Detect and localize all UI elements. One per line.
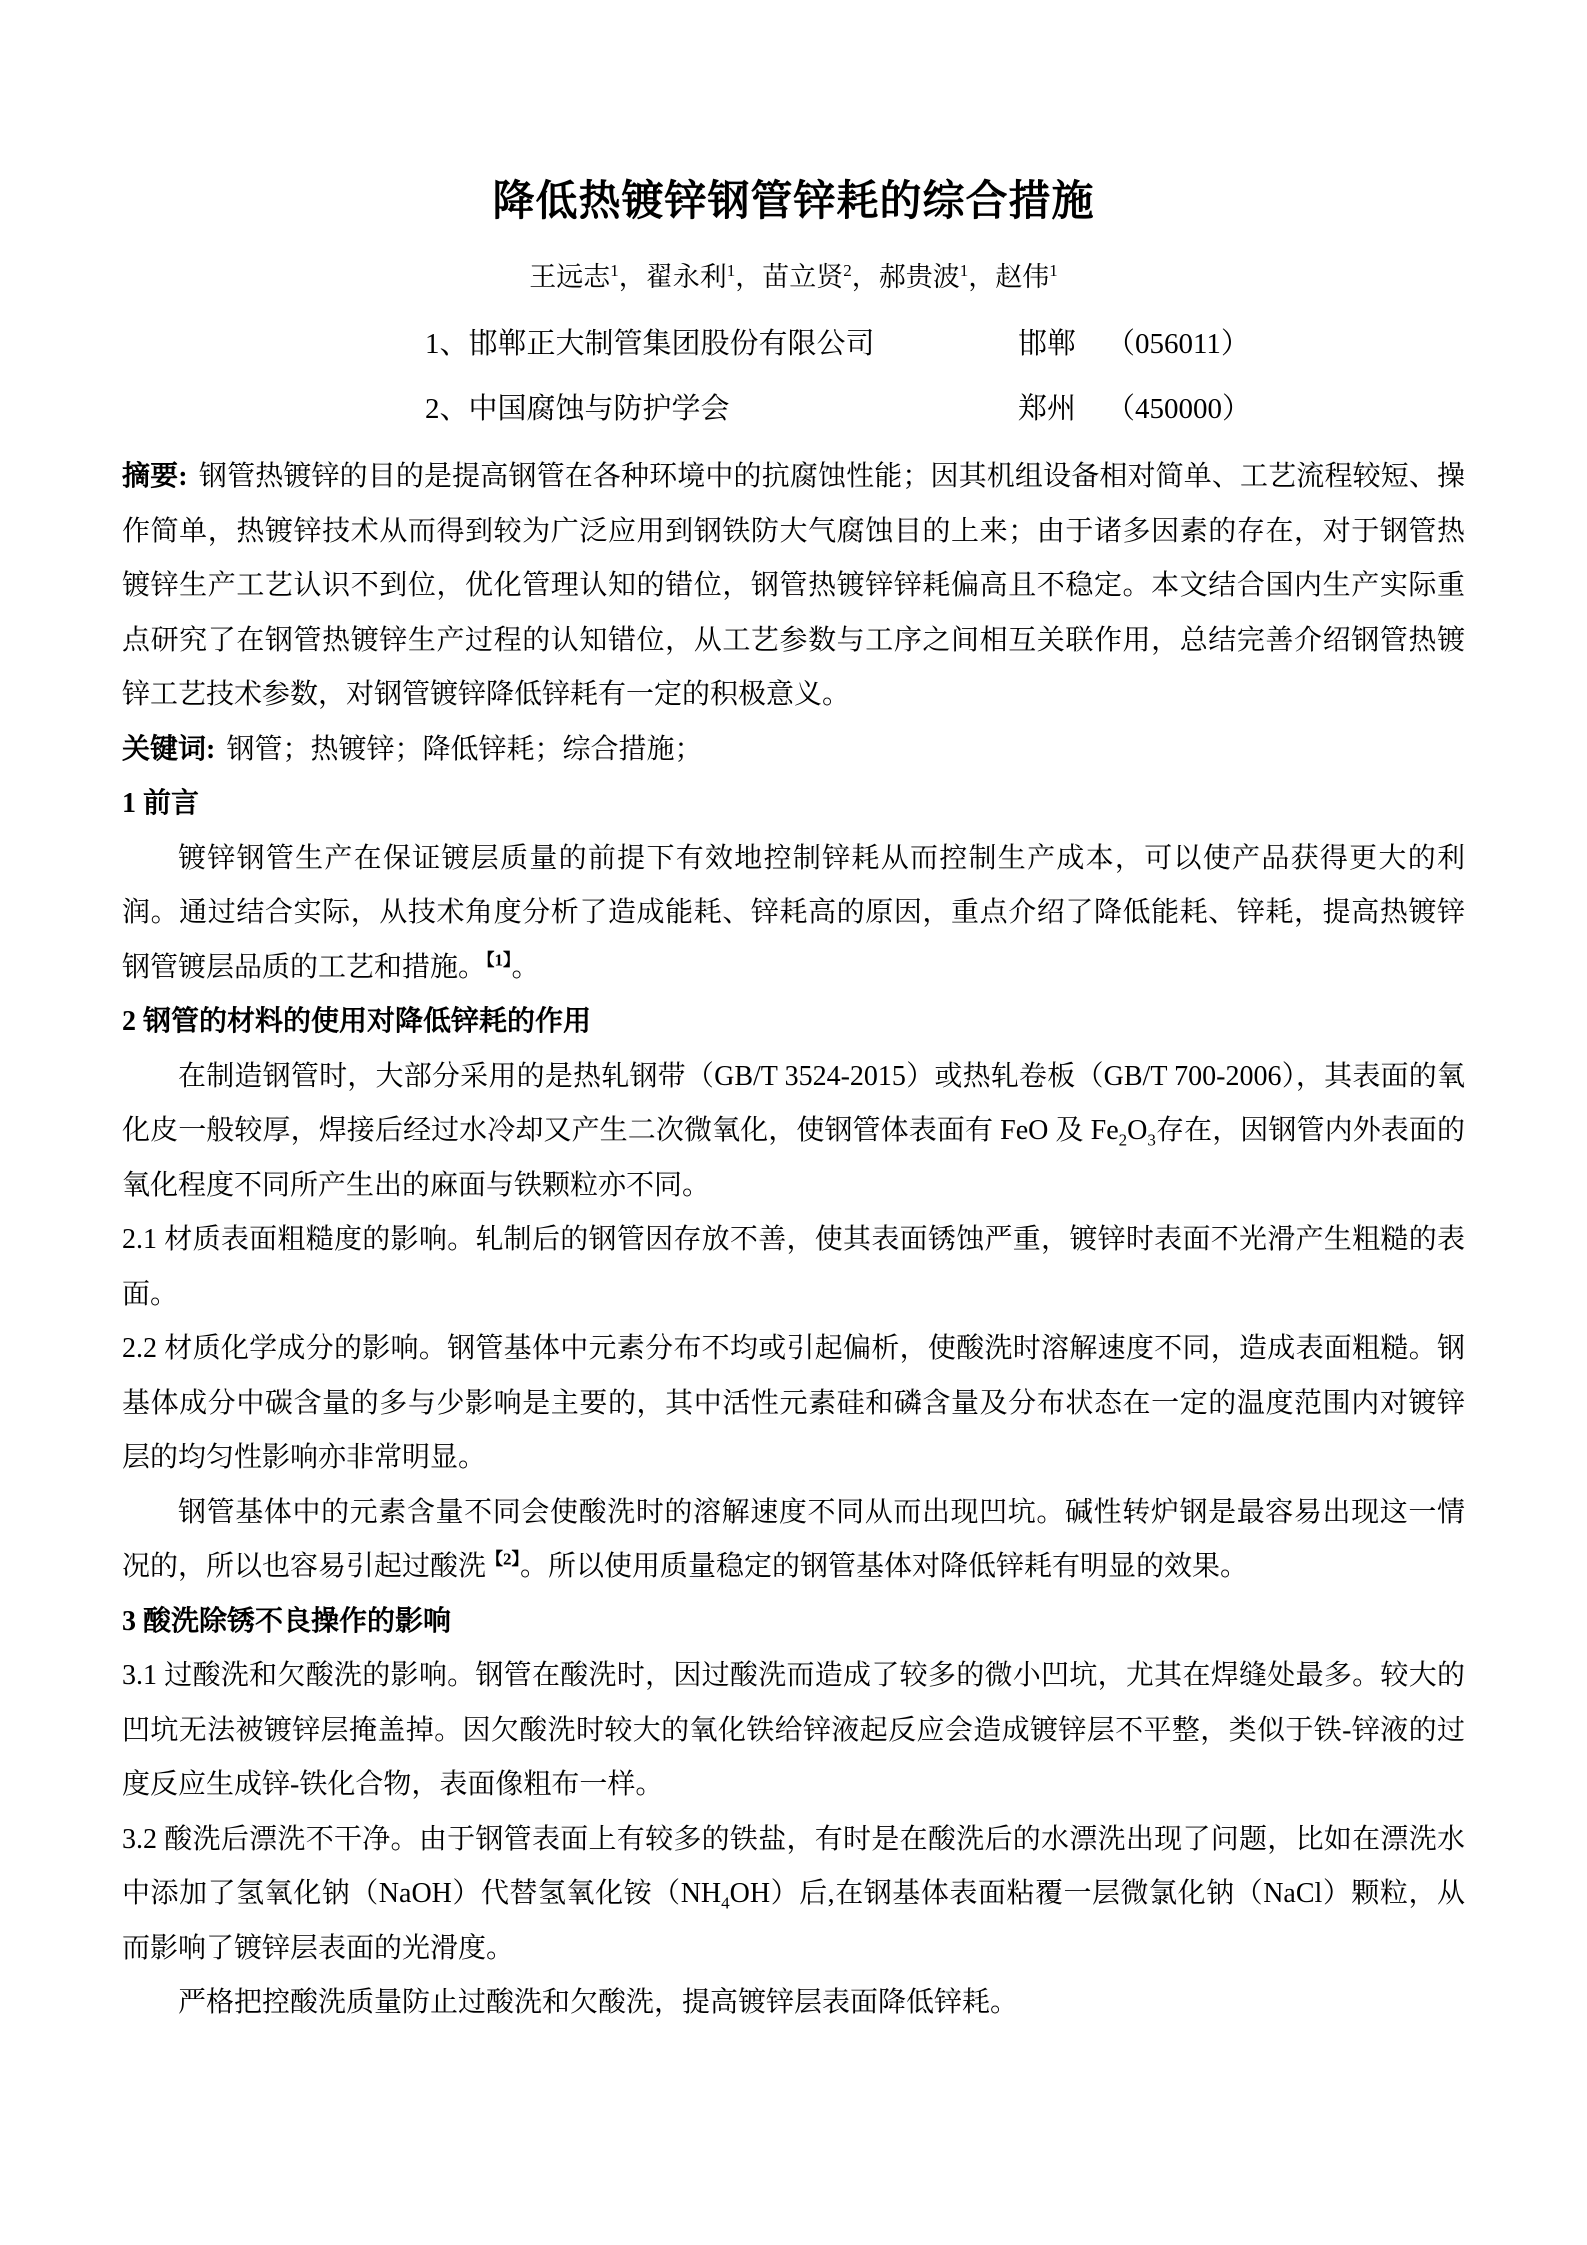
author-separator: ， xyxy=(618,262,646,292)
materials-elements-paragraph xyxy=(122,1486,1465,1595)
materials-intro-paragraph xyxy=(122,1050,1465,1214)
paragraph-text: O xyxy=(1127,1115,1148,1146)
paragraph-text: 。所以使用质量稳定的钢管基体对降低锌耗有明显的效果。 xyxy=(520,1551,1249,1582)
author-affiliation-sup: 1 xyxy=(610,261,619,280)
author-affiliation-sup: 1 xyxy=(726,261,736,280)
materials-roughness-paragraph: 2.1 材质表面粗糙度的影响。轧制后的钢管因存放不善，使其表面锈蚀严重，镀锌时表面不光滑产生粗糙的表面。 xyxy=(122,1224,1465,1310)
chemical-subscript: 3 xyxy=(1147,1130,1156,1150)
author-affiliation-sup: 1 xyxy=(959,261,969,280)
affiliation-org: 2、中国腐蚀与防护学会 xyxy=(425,393,730,425)
paragraph-text: 钢管基体中的元素含量不同会使酸洗时的溶解速度不同从而出现凹坑。碱性转炉钢是最容易出现这一情况的，所以也容易引起过酸洗 xyxy=(122,1496,1465,1582)
affiliations-block xyxy=(425,312,1465,442)
author-separator: ， xyxy=(968,262,996,292)
affiliation-org: 1、邯郸正大制管集团股份有限公司 xyxy=(425,328,875,360)
abstract-label: 摘要: xyxy=(122,461,188,492)
chemical-subscript: 2 xyxy=(1118,1130,1128,1150)
paragraph-text: OH）后,在钢基体表面粘覆一层微氯化钠（NaCl）颗粒，从而影响了镀锌层表面的光滑度。 xyxy=(122,1878,1465,1964)
author-name: 翟永利 xyxy=(645,262,727,292)
affiliation-row xyxy=(425,312,1465,377)
reference-mark-2: 【2】 xyxy=(486,1549,521,1569)
keywords-label: 关键词: xyxy=(122,733,216,765)
pickling-rinse-paragraph xyxy=(122,1813,1465,1977)
affiliation-city: 郑州 xyxy=(1018,393,1077,425)
author-separator: ， xyxy=(735,262,763,292)
affiliation-postal-code: （056011） xyxy=(1106,328,1250,360)
keywords-paragraph xyxy=(122,723,1465,778)
abstract-paragraph xyxy=(122,450,1465,723)
paragraph-text: 存在，因钢管内外表面的氧化程度不同所产生出的麻面与铁颗粒亦不同。 xyxy=(122,1115,1465,1201)
paragraph-text: 镀锌钢管生产在保证镀层质量的前提下有效地控制锌耗从而控制生产成本，可以使产品获得更大的利润。通过结合实际，从技术角度分析了造成能耗、锌耗高的原因，重点介绍了降低能耗、锌耗，提高热镀锌钢管镀层品质的工艺和措施。 xyxy=(122,842,1465,983)
section-heading-pickling: 3 酸洗除锈不良操作的影响 xyxy=(122,1605,452,1637)
keywords-text: 钢管；热镀锌；降低锌耗；综合措施； xyxy=(226,733,703,765)
paragraph-text: 3.2 酸洗后漂洗不干净。由于钢管表面上有较多的铁盐，有时是在酸洗后的水漂洗出现了问题，比如在漂洗水中添加了氢氧化钠（NaOH）代替氢氧化铵（NH xyxy=(122,1823,1465,1909)
affiliation-row xyxy=(425,377,1465,442)
author-affiliation-sup: 2 xyxy=(843,261,852,280)
authors-line xyxy=(122,256,1465,298)
author-name: 郝贵波 xyxy=(878,262,960,292)
author-name: 苗立贤 xyxy=(762,262,844,292)
paragraph-text: 在制造钢管时，大部分采用的是热轧钢带（GB/T 3524-2015）或热轧卷板（GB/T 700-2006），其表面的氧化皮一般较厚，焊接后经过水冷却又产生二次微氧化，使钢管体表面有 FeO 及 Fe xyxy=(122,1060,1465,1146)
materials-chemistry-paragraph: 2.2 材质化学成分的影响。钢管基体中元素分布不均或引起偏析，使酸洗时溶解速度不同，造成表面粗糙。钢基体成分中碳含量的多与少影响是主要的，其中活性元素硅和磷含量及分布状态在一定的温度范围内对镀锌层的均匀性影响亦非常明显。 xyxy=(122,1333,1465,1473)
paper-title: 降低热镀锌钢管锌耗的综合措施 xyxy=(492,179,1095,225)
author-separator: ， xyxy=(851,262,879,292)
author-name: 王远志 xyxy=(529,262,611,292)
author-name: 赵伟 xyxy=(995,262,1050,292)
author-affiliation-sup: 1 xyxy=(1049,261,1058,280)
section-heading-intro: 1 前言 xyxy=(122,788,200,819)
intro-paragraph xyxy=(122,832,1465,996)
paragraph-text: 。 xyxy=(511,951,540,983)
pickling-over-paragraph: 3.1 过酸洗和欠酸洗的影响。钢管在酸洗时，因过酸洗而造成了较多的微小凹坑，尤其在焊缝处最多。较大的凹坑无法被镀锌层掩盖掉。因欠酸洗时较大的氧化铁给锌液起反应会造成镀锌层不平整，类似于铁-锌液的过度反应生成锌-铁化合物，表面像粗布一样。 xyxy=(122,1660,1465,1800)
affiliation-city: 邯郸 xyxy=(1018,328,1077,360)
abstract-text: 钢管热镀锌的目的是提高钢管在各种环境中的抗腐蚀性能；因其机组设备相对简单、工艺流程较短、操作简单，热镀锌技术从而得到较为广泛应用到钢铁防大气腐蚀目的上来；由于诸多因素的存在，对于钢管热镀锌生产工艺认识不到位，优化管理认知的错位，钢管热镀锌锌耗偏高且不稳定。本文结合国内生产实际重点研究了在钢管热镀锌生产过程的认知错位，从工艺参数与工序之间相互关联作用，总结完善介绍钢管热镀锌工艺技术参数，对钢管镀锌降低锌耗有一定的积极意义。 xyxy=(122,461,1465,710)
pickling-control-paragraph: 严格把控酸洗质量防止过酸洗和欠酸洗，提高镀锌层表面降低锌耗。 xyxy=(178,1987,1019,2018)
reference-mark-1: 【1】 xyxy=(486,950,512,970)
chemical-subscript: 4 xyxy=(721,1893,730,1913)
paper-body xyxy=(122,450,1465,2031)
section-heading-materials: 2 钢管的材料的使用对降低锌耗的作用 xyxy=(122,1006,592,1037)
affiliation-postal-code: （450000） xyxy=(1106,393,1252,425)
